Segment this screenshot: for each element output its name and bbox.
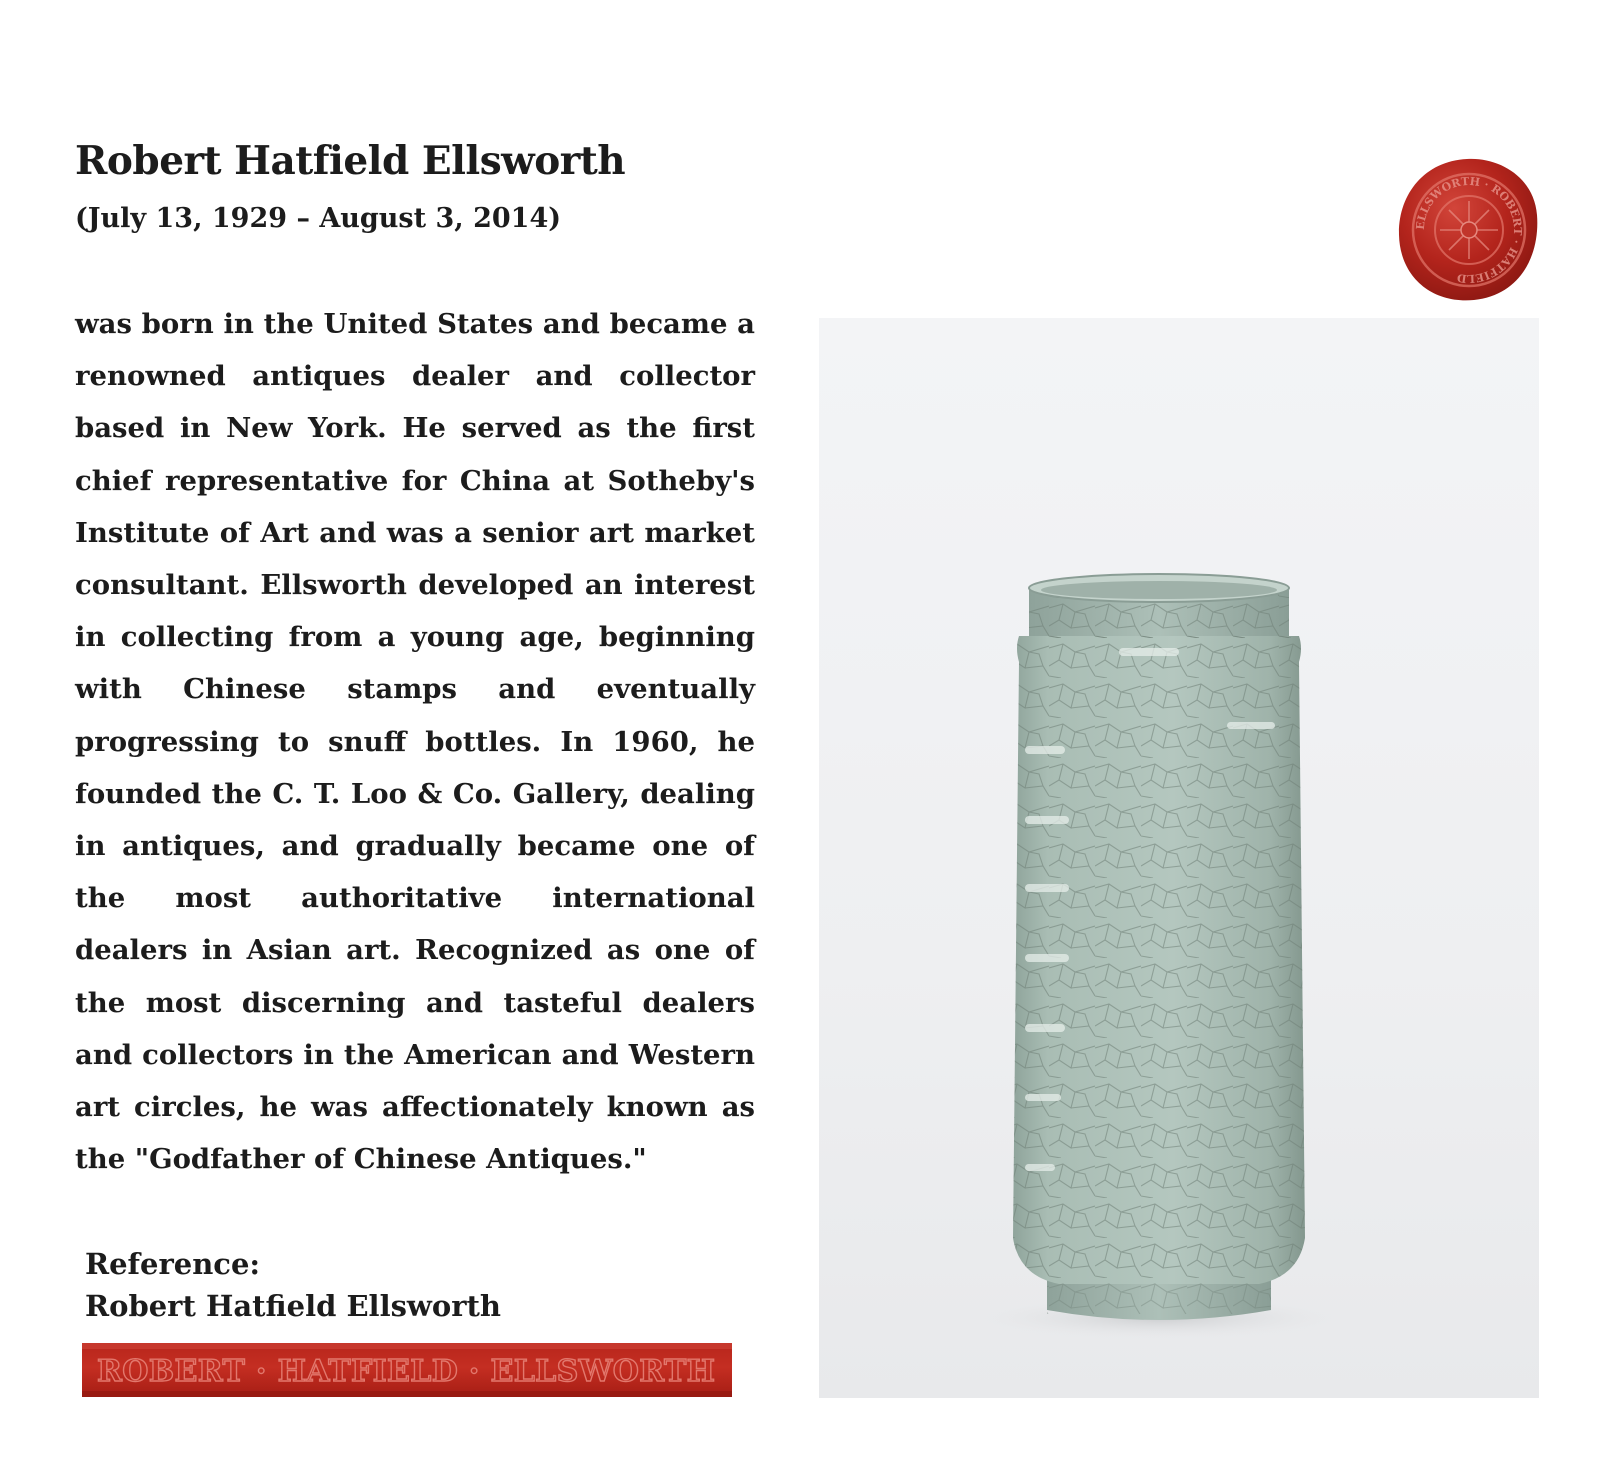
wax-seal-icon	[1394, 155, 1541, 303]
life-dates: (July 13, 1929 – August 3, 2014)	[75, 203, 562, 234]
biography-paragraph: was born in the United States and became a renowned antiques dealer and collector based in New York. He served as the first chief representative for China at Sotheby's Institute of Art and was a senior art market consultant. Ellsworth developed an interest in collecting from a young age, beginning with Chinese stamps and eventually progressing to snuff bottles. In 1960, he founded the C. T. Loo & Co. Gallery, dealing in antiques, and gradually became one of the most authoritative international dealers in Asian art. Recognized as one of the most discerning and tasteful dealers and collectors in the American and Western art circles, he was affectionately known as the "Godfather of Chinese Antiques."	[75, 308, 755, 1176]
reference-block	[85, 1243, 501, 1327]
stamp-lettering: ROBERT · HATFIELD · ELLSWORTH	[97, 1354, 717, 1389]
reference-name: Robert Hatfield Ellsworth	[85, 1289, 501, 1323]
page-title: Robert Hatfield Ellsworth	[75, 138, 626, 184]
vase-photo	[819, 318, 1539, 1398]
seal-lettering: ELLSWORTH · ROBERT · HATFIELD	[1413, 174, 1525, 286]
name-stamp-strip	[82, 1343, 732, 1397]
reference-label: Reference:	[85, 1247, 261, 1281]
